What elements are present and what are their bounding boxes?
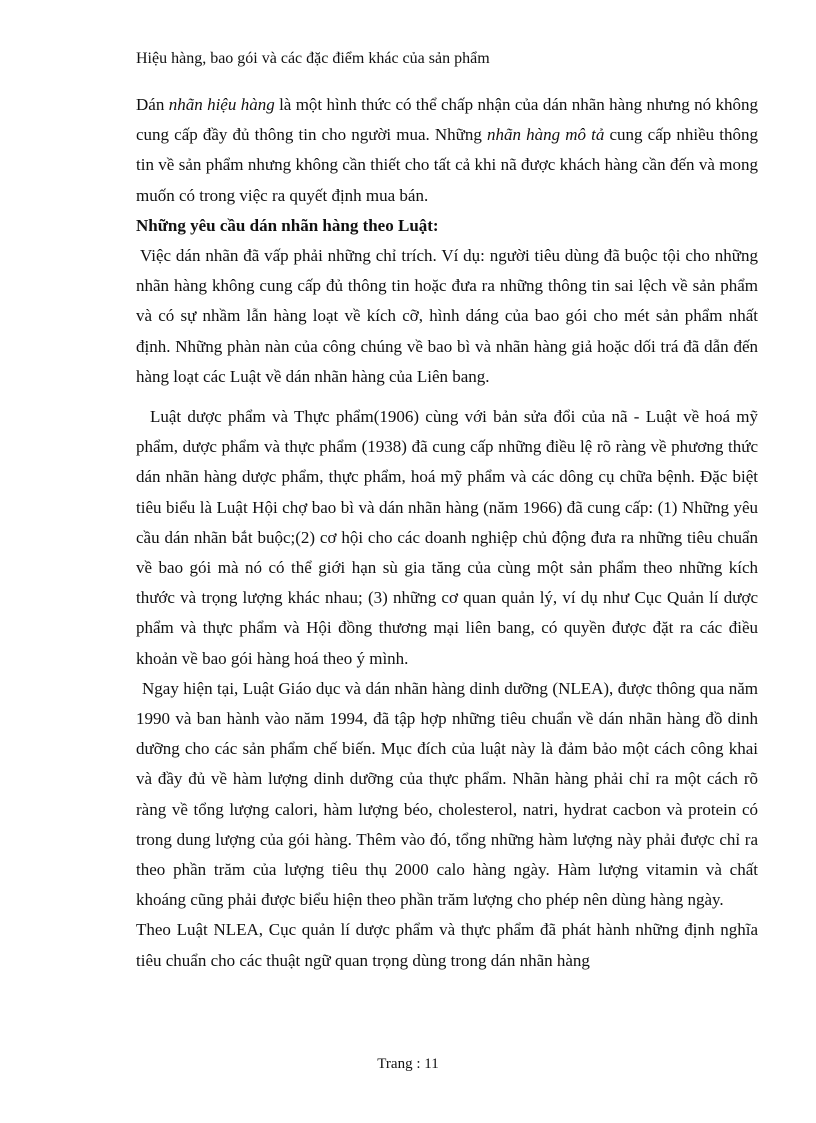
section-heading: Những yêu cầu dán nhãn hàng theo Luật: (136, 215, 439, 235)
p1-italic-1: nhãn hiệu hàng (168, 95, 275, 114)
paragraph-3: Luật dược phẩm và Thực phẩm(1906) cùng với bản sửa đổi của nã - Luật về hoá mỹ phẩm, dược phẩm và thực phẩm (1938) đã cung cấp những điều lệ rõ ràng về phương thức dán nhãn hàng dược phẩm, thực phẩm, hoá mỹ phẩm và các dông cụ chữa bệnh. Đặc biệt tiêu biểu là Luật Hội chợ bao bì và dán nhãn hàng (năm 1966) đã cung cấp: (1) Những yêu cầu dán nhãn bắt buộc;(2) cơ hội cho các doanh nghiệp chủ động đưa ra những tiêu chuẩn về bao gói mà nó có thể giới hạn sù gia tăng của cùng một sản phẩm theo những kích thước và trọng lượng khác nhau; (3) những cơ quan quản lý, ví dụ như Cục Quản lí dược phẩm và thực phẩm và Hội đồng thương mại liên bang, có quyền được đặt ra các điều khoản về bao gói hàng hoá theo ý mình. (136, 407, 758, 668)
page-number: Trang : 11 (377, 1056, 439, 1072)
paragraph-4: Ngay hiện tại, Luật Giáo dục và dán nhãn hàng dinh dưỡng (NLEA), được thông qua năm 1990 và ban hành vào năm 1994, đã tập hợp những tiêu chuẩn về dán nhãn hàng đồ dinh dưỡng cho các sản phẩm chế biến. Mục đích của luật này là đảm bảo một cách công khai và đầy đủ về hàm lượng dinh dưỡng của thực phẩm. Nhãn hàng phải chỉ ra một cách rõ ràng về tổng lượng calori, hàm lượng béo, cholesterol, natri, hydrat cacbon và protein có trong dung lượng của gói hàng. Thêm vào đó, tổng những hàm lượng này phải được chỉ ra theo phần trăm của lượng tiêu thụ 2000 calo hàng ngày. Hàm lượng vitamin và chất khoáng cũng phải được biểu hiện theo phần trăm lượng cho phép nên dùng hàng ngày. (136, 678, 758, 910)
paragraph-2: Việc dán nhãn đã vấp phải những chỉ trích. Ví dụ: người tiêu dùng đã buộc tội cho những nhãn hàng không cung cấp đủ thông tin hoặc đưa ra những thông tin sai lệch về sản phẩm và có sự nhầm lẫn hàng loạt về kích cỡ, hình dáng của bao gói cho mét sản phẩm nhất định. Những phàn nàn của công chúng về bao bì và nhãn hàng giả hoặc dối trá đã dẫn đến hàng loạt các Luật về dán nhãn hàng của Liên bang. (136, 246, 758, 386)
paragraph-1 (136, 90, 758, 211)
p1-text-3: cung cấp nhiều thông tin về sản phẩm nhưng không cần thiết cho tất cả khi nã được khách hàng cần đến và mong muốn có trong việc ra quyết định mua bán. (136, 125, 758, 205)
page-header: Hiệu hàng, bao gói và các đặc điểm khác của sản phẩm (136, 50, 490, 67)
paragraph-5: Theo Luật NLEA, Cục quản lí dược phẩm và thực phẩm đã phát hành những định nghĩa tiêu chuẩn cho các thuật ngữ quan trọng dùng trong dán nhãn hàng (136, 920, 758, 970)
p1-italic-2: nhãn hàng mô tả (487, 125, 605, 145)
p1-text-2: là một hình thức có thể chấp nhận của dán nhãn hàng nhưng nó không cung cấp đầy đủ thông tin cho người mua. Những (136, 95, 758, 145)
document-body (136, 90, 758, 976)
p1-text-1: Dán (136, 95, 169, 114)
